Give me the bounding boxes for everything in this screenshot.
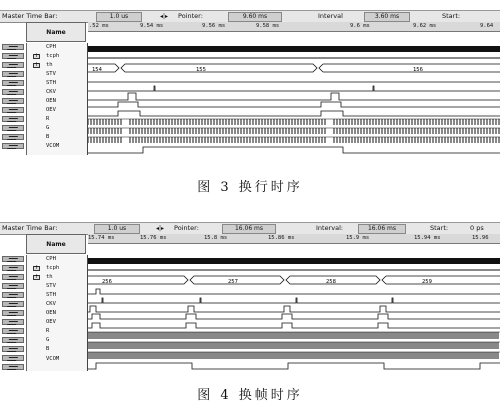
signal-name[interactable]: B xyxy=(46,134,50,140)
signal-name[interactable]: R xyxy=(46,116,50,122)
trace-ckv xyxy=(88,306,500,312)
tick-label: 9.58 ms xyxy=(256,23,280,29)
bus-value: 155 xyxy=(196,67,206,73)
time-ruler xyxy=(88,22,500,32)
bus-value: 258 xyxy=(326,279,336,285)
signal-name[interactable]: OEV xyxy=(46,107,56,113)
waveform-icon[interactable] xyxy=(2,346,24,352)
tick-label: .52 ms xyxy=(89,23,109,29)
tick-label: 9.64 xyxy=(480,23,494,29)
waveform-icon[interactable] xyxy=(2,364,24,370)
waveform-icon[interactable] xyxy=(2,292,24,298)
signal-icon-column xyxy=(2,44,26,154)
figure-4-waveform-panel xyxy=(0,222,500,374)
master-time-bar-label: Master Time Bar: xyxy=(2,224,58,232)
waveform-icon[interactable] xyxy=(2,98,24,104)
signal-name[interactable]: th xyxy=(46,62,53,68)
tick-label: 9.56 ms xyxy=(202,23,226,29)
trace-r xyxy=(88,332,498,339)
bus-expand-icon[interactable] xyxy=(33,54,40,59)
signal-name[interactable]: CPH xyxy=(46,44,56,50)
pointer-label: Pointer: xyxy=(174,224,199,232)
trace-vcom xyxy=(88,363,500,369)
trace-r xyxy=(88,119,499,125)
pointer-field[interactable]: 16.06 ms xyxy=(222,224,276,234)
pointer-field[interactable]: 9.60 ms xyxy=(228,12,282,22)
bus-value: 257 xyxy=(228,279,238,285)
bus-value: 156 xyxy=(413,67,423,73)
signal-name[interactable]: th xyxy=(46,274,53,280)
waveform-icon[interactable] xyxy=(2,355,24,361)
trace-sth xyxy=(88,86,500,91)
waveform-icon[interactable] xyxy=(2,337,24,343)
waveform-icon[interactable] xyxy=(2,62,24,68)
waveform-icon[interactable] xyxy=(2,274,24,280)
bus-value: 256 xyxy=(102,279,112,285)
pointer-label: Pointer: xyxy=(178,12,203,20)
signal-name[interactable]: G xyxy=(46,337,50,343)
start-label: Start: xyxy=(430,224,449,232)
tick-label: 15.94 ms xyxy=(414,235,441,241)
signal-name[interactable]: OEN xyxy=(46,310,56,316)
trace-cph xyxy=(88,46,500,52)
trace-th-bus xyxy=(88,276,500,284)
signal-name[interactable]: STH xyxy=(46,80,56,86)
tick-label: 15.9 ms xyxy=(346,235,370,241)
signal-name[interactable]: CKV xyxy=(46,89,56,95)
trace-rgb-data xyxy=(88,119,500,143)
tick-label: 15.74 ms xyxy=(88,235,115,241)
tick-label: 15.96 xyxy=(472,235,489,241)
waveform-area[interactable] xyxy=(88,255,500,371)
trace-stv xyxy=(88,289,500,294)
tick-label: 15.76 ms xyxy=(140,235,167,241)
waveform-icon[interactable] xyxy=(2,107,24,113)
signal-name[interactable]: STV xyxy=(46,283,56,289)
waveform-icon[interactable] xyxy=(2,71,24,77)
waveform-icon[interactable] xyxy=(2,80,24,86)
trace-b xyxy=(88,352,498,359)
signal-name[interactable]: OEV xyxy=(46,319,56,325)
trace-vcom xyxy=(88,147,500,153)
trace-ckv xyxy=(88,93,500,100)
waveform-icon[interactable] xyxy=(2,301,24,307)
trace-g xyxy=(88,128,499,134)
waveform-icon[interactable] xyxy=(2,125,24,131)
start-label: Start: xyxy=(442,12,461,20)
start-field[interactable]: 0 ps xyxy=(470,224,484,232)
waveform-icon[interactable] xyxy=(2,53,24,59)
tick-label: 9.6 ms xyxy=(350,23,370,29)
trace-oev xyxy=(88,111,500,116)
signal-name[interactable]: tcph xyxy=(46,53,60,59)
interval-label: Interval xyxy=(318,12,343,20)
master-time-field[interactable]: 1.0 us xyxy=(94,224,140,234)
pointer-arrows-icon[interactable]: ◂|▸ xyxy=(160,13,169,20)
trace-oen xyxy=(88,314,500,319)
signal-name[interactable]: B xyxy=(46,346,50,352)
signal-name[interactable]: VCOM xyxy=(46,356,60,362)
signal-name[interactable]: CKV xyxy=(46,301,56,307)
signal-name[interactable]: OEN xyxy=(46,98,56,104)
tick-label: 9.62 ms xyxy=(413,23,437,29)
trace-g xyxy=(88,342,498,349)
waveform-icon[interactable] xyxy=(2,328,24,334)
signal-icon-column xyxy=(2,256,26,368)
panel-divider xyxy=(87,43,88,155)
interval-label: Interval: xyxy=(316,224,344,232)
waveform-icon[interactable] xyxy=(2,319,24,325)
waveform-area[interactable] xyxy=(88,43,500,155)
signal-name[interactable]: R xyxy=(46,328,50,334)
signal-name[interactable]: G xyxy=(46,125,50,131)
waveform-icon[interactable] xyxy=(2,143,24,149)
trace-rgb-data xyxy=(88,332,500,359)
waveform-traces xyxy=(88,43,500,155)
waveform-icon[interactable] xyxy=(2,256,24,262)
signal-name[interactable]: CPH xyxy=(46,256,56,262)
tick-label: 9.54 ms xyxy=(140,23,164,29)
bus-value: 154 xyxy=(92,67,102,73)
trace-oev xyxy=(88,323,500,328)
signal-name[interactable]: STV xyxy=(46,71,56,77)
panel-divider xyxy=(87,255,88,371)
signal-name[interactable]: VCOM xyxy=(46,143,60,149)
figure-3-waveform-panel xyxy=(0,10,500,160)
figure-4-caption: 图 4 换帧时序 xyxy=(197,388,303,403)
pointer-arrows-icon[interactable]: ◂|▸ xyxy=(156,225,165,232)
interval-field[interactable]: 3.60 ms xyxy=(364,12,410,22)
trace-oen xyxy=(88,102,500,107)
waveform-icon[interactable] xyxy=(2,44,24,50)
trace-sth xyxy=(88,298,500,303)
master-time-bar-label: Master Time Bar: xyxy=(2,12,58,20)
interval-field[interactable]: 16.06 ms xyxy=(358,224,406,234)
waveform-icon[interactable] xyxy=(2,265,24,271)
signal-name[interactable]: tcph xyxy=(46,265,60,271)
waveform-icon[interactable] xyxy=(2,116,24,122)
waveform-icon[interactable] xyxy=(2,89,24,95)
time-ruler xyxy=(88,234,500,244)
trace-cph xyxy=(88,258,500,264)
waveform-icon[interactable] xyxy=(2,310,24,316)
signal-name[interactable]: STH xyxy=(46,292,56,298)
tick-label: 15.86 ms xyxy=(268,235,295,241)
name-column-header: Name xyxy=(26,22,86,42)
trace-b xyxy=(88,137,499,143)
bus-expand-icon[interactable] xyxy=(33,63,40,68)
name-column-header: Name xyxy=(26,234,86,254)
tick-label: 15.8 ms xyxy=(204,235,228,241)
waveform-icon[interactable] xyxy=(2,283,24,289)
master-time-field[interactable]: 1.0 us xyxy=(96,12,142,22)
bus-expand-icon[interactable] xyxy=(33,275,40,280)
bus-expand-icon[interactable] xyxy=(33,266,40,271)
waveform-icon[interactable] xyxy=(2,134,24,140)
bus-value: 259 xyxy=(422,279,432,285)
figure-3-caption: 图 3 换行时序 xyxy=(197,180,303,195)
trace-th-bus xyxy=(88,64,500,72)
waveform-traces xyxy=(88,255,500,371)
